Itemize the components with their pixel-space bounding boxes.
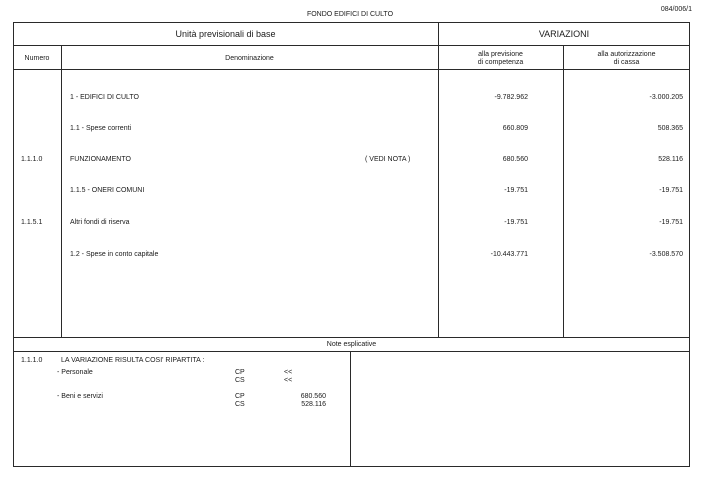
row-denominazione: 1.2 - Spese in conto capitale bbox=[70, 251, 159, 258]
row-cassa: -19.751 bbox=[659, 187, 683, 194]
row-cassa: 508.365 bbox=[657, 125, 683, 132]
row-nota: ( VEDI NOTA ) bbox=[365, 156, 411, 163]
notes-title: Note esplicative bbox=[326, 341, 377, 348]
row-competenza: -19.751 bbox=[504, 187, 528, 194]
document-code: 084/006/1 bbox=[660, 6, 692, 13]
notes-item-label: - Beni e servizi bbox=[57, 393, 103, 400]
document-title: FONDO EDIFICI DI CULTO bbox=[306, 11, 394, 18]
notes-title-top-line bbox=[13, 337, 690, 338]
row-competenza: 680.560 bbox=[502, 156, 528, 163]
row-competenza: -10.443.771 bbox=[490, 251, 528, 258]
notes-item-cp-label: CP bbox=[235, 393, 245, 400]
row-denominazione: 1.1.5 - ONERI COMUNI bbox=[70, 187, 145, 194]
row-competenza: -9.782.962 bbox=[494, 94, 528, 101]
cassa-column-divider bbox=[563, 45, 564, 337]
row-cassa: -3.508.570 bbox=[649, 251, 683, 258]
column-header-numero: Numero bbox=[24, 55, 50, 62]
header-variazioni: VARIAZIONI bbox=[538, 29, 590, 39]
row-numero: 1.1.1.0 bbox=[21, 156, 43, 163]
notes-item-cp-label: CP bbox=[235, 369, 245, 376]
column-header-divider bbox=[13, 69, 690, 70]
variazioni-divider bbox=[438, 22, 439, 337]
column-header-cassa-line2: di cassa bbox=[613, 59, 640, 66]
notes-item-cs-value: << bbox=[284, 377, 293, 384]
notes-item-cs-label: CS bbox=[235, 401, 245, 408]
row-cassa: -3.000.205 bbox=[649, 94, 683, 101]
notes-item-label: - Personale bbox=[57, 369, 93, 376]
row-denominazione: 1.1 - Spese correnti bbox=[70, 125, 132, 132]
notes-title-bottom-line bbox=[13, 351, 690, 352]
row-cassa: -19.751 bbox=[659, 219, 683, 226]
column-header-competenza-line1: alla previsione bbox=[478, 51, 523, 58]
row-denominazione: Altri fondi di riserva bbox=[70, 219, 130, 226]
notes-item-cp-value: 680.560 bbox=[300, 393, 326, 400]
notes-item-cs-label: CS bbox=[235, 377, 245, 384]
table-frame bbox=[13, 22, 690, 467]
header-unita-previsionali: Unità previsionali di base bbox=[175, 29, 276, 39]
row-numero: 1.1.5.1 bbox=[21, 219, 43, 226]
notes-heading: LA VARIAZIONE RISULTA COSI' RIPARTITA : bbox=[61, 357, 205, 364]
notes-item-cs-value: 528.116 bbox=[301, 401, 326, 408]
row-denominazione: FUNZIONAMENTO bbox=[70, 156, 131, 163]
column-header-denominazione: Denominazione bbox=[225, 55, 274, 62]
notes-item-cp-value: << bbox=[284, 369, 293, 376]
column-header-competenza-line2: di competenza bbox=[477, 59, 524, 66]
notes-numero: 1.1.1.0 bbox=[21, 357, 43, 364]
notes-split-divider bbox=[350, 351, 351, 467]
row-denominazione: 1 - EDIFICI DI CULTO bbox=[70, 94, 139, 101]
column-header-cassa-line1: alla autorizzazione bbox=[597, 51, 656, 58]
row-competenza: 660.809 bbox=[502, 125, 528, 132]
row-competenza: -19.751 bbox=[504, 219, 528, 226]
numero-column-divider bbox=[61, 45, 62, 337]
header-divider bbox=[13, 45, 690, 46]
row-cassa: 528.116 bbox=[658, 156, 683, 163]
